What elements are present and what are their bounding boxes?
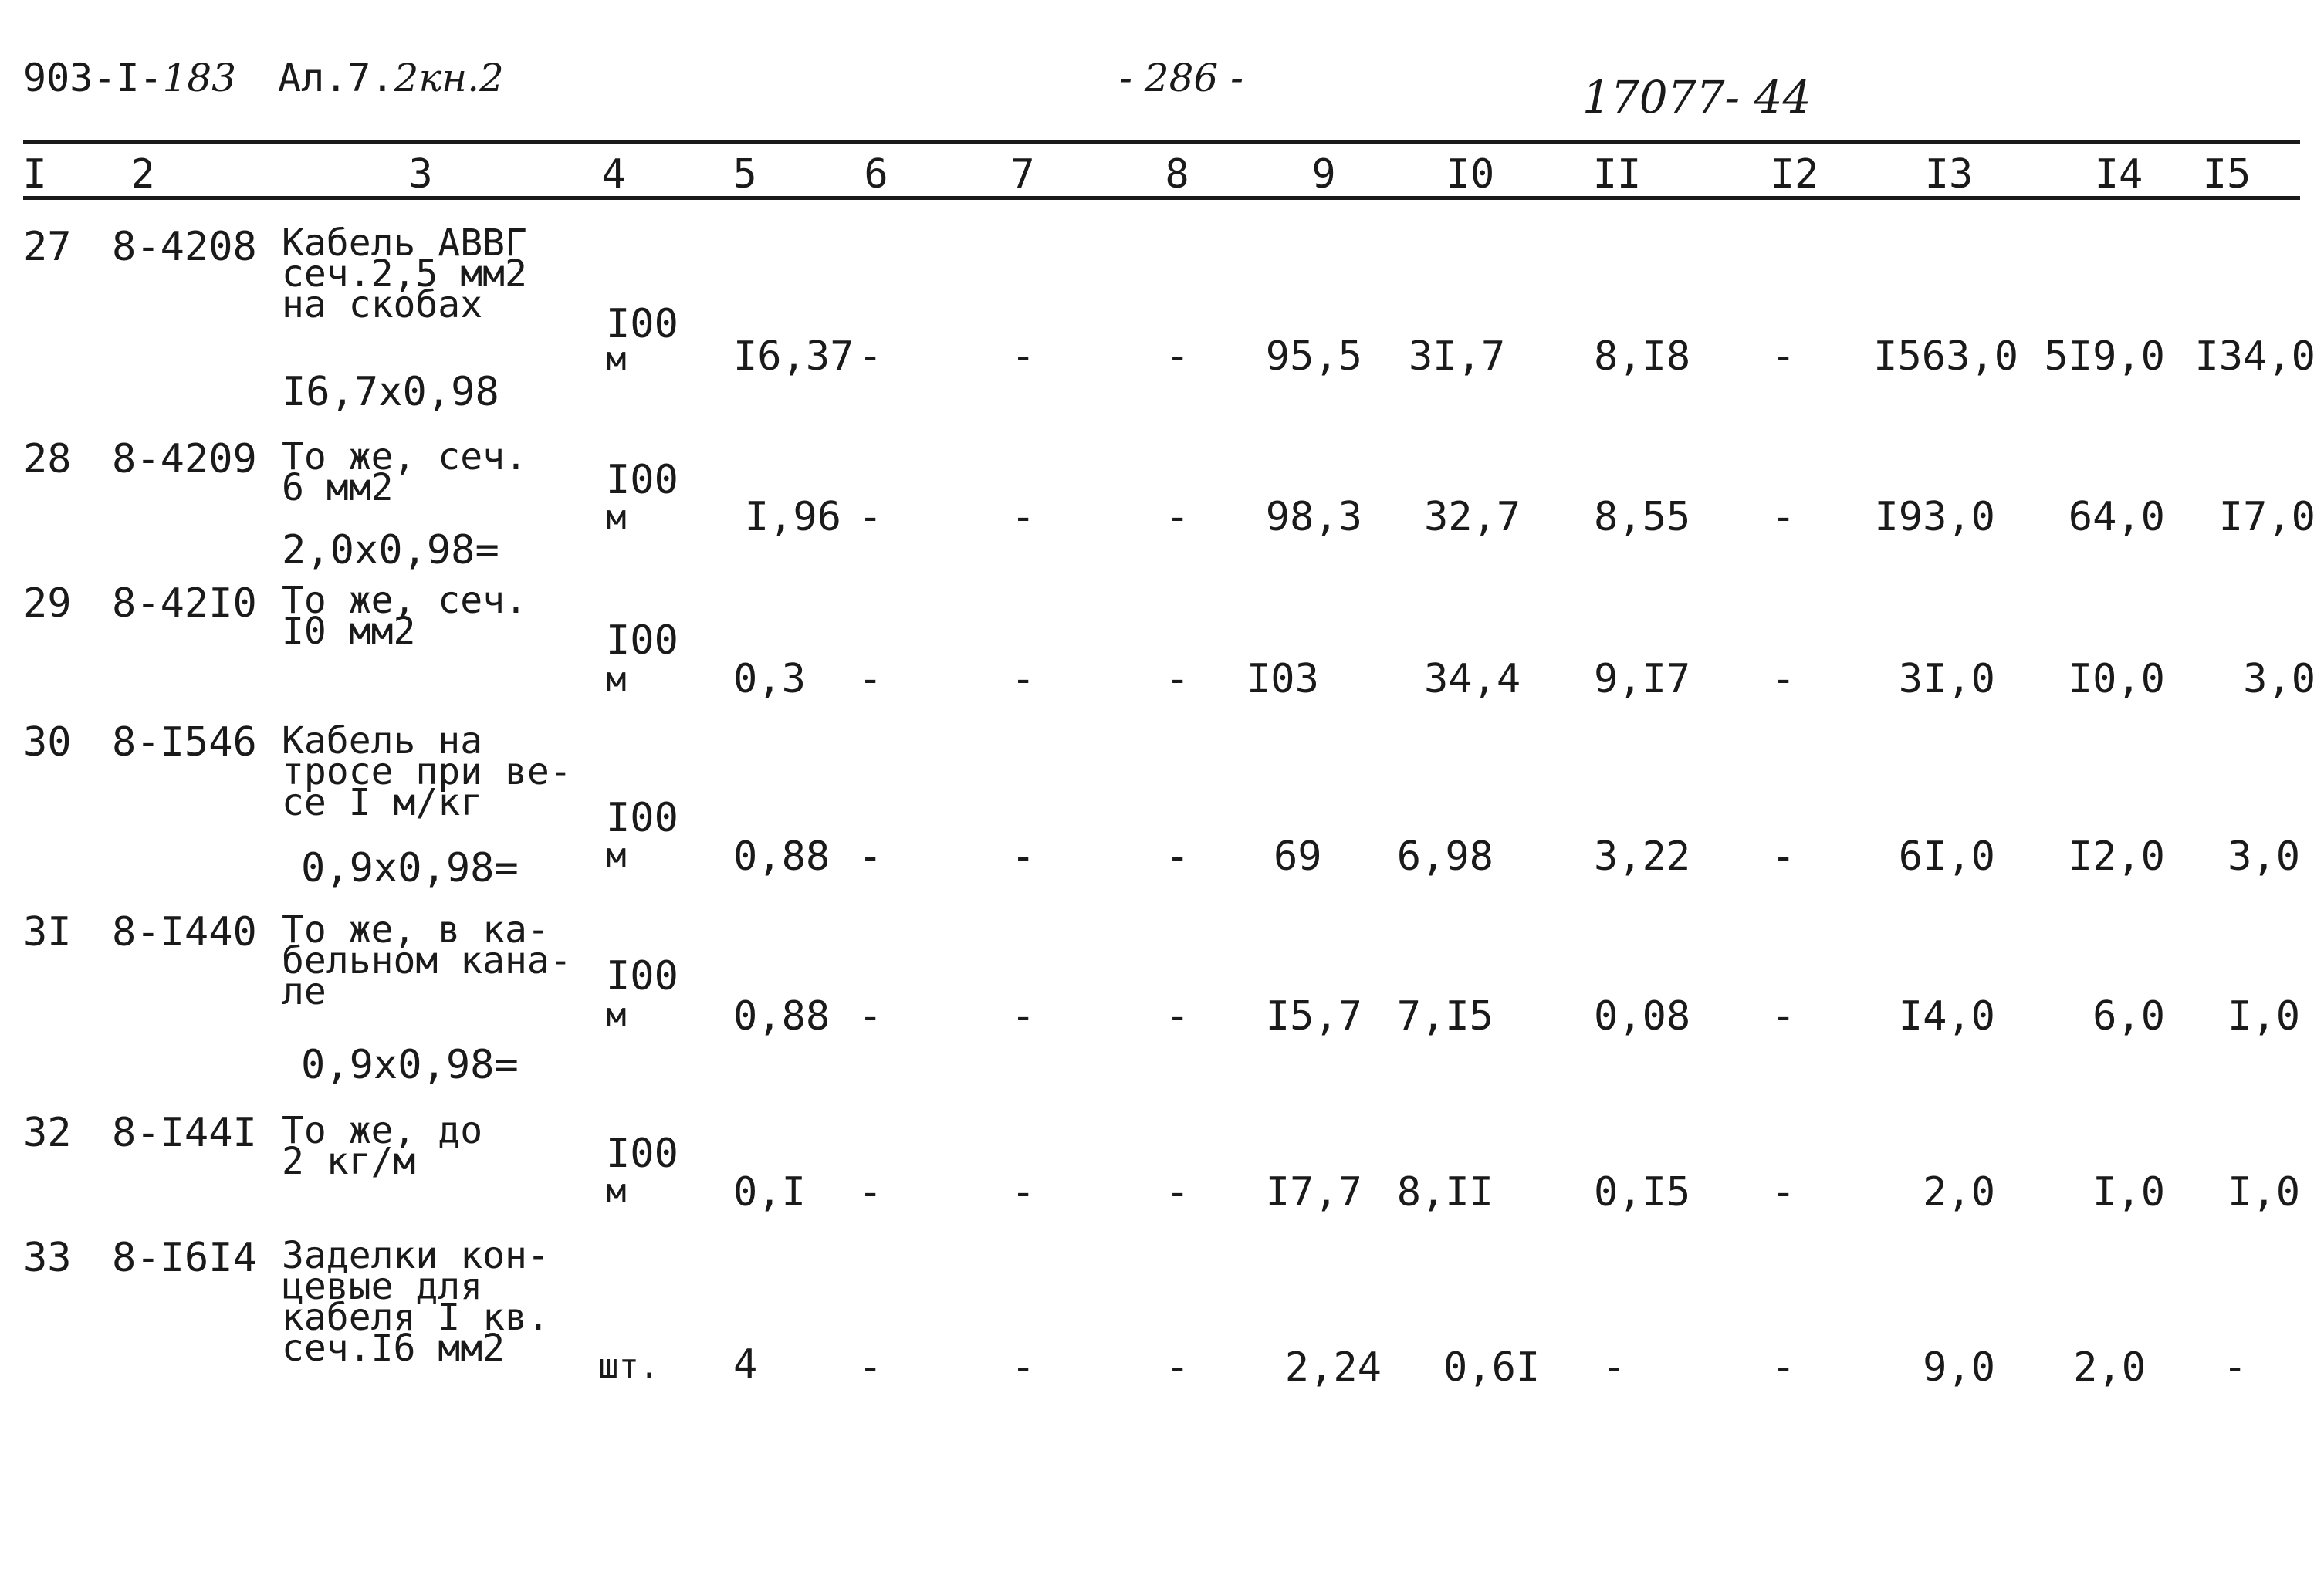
cell-c14: I,0 — [2092, 1169, 2165, 1216]
row-number: 32 — [23, 1110, 72, 1156]
unit-measure: м — [606, 1172, 627, 1211]
doc-code-handwritten: 183 — [162, 56, 237, 100]
cell-c7: - — [1011, 494, 1036, 540]
cell-c15: I,0 — [2228, 993, 2300, 1040]
row-number: 27 — [23, 224, 72, 270]
price-code: 8-42I0 — [112, 580, 257, 627]
album-typed: Ал.7. — [278, 56, 394, 100]
item-description: То же, в ка- бельном кана- ле — [282, 908, 572, 1013]
unit-quantity: I00 — [606, 953, 678, 999]
row-number: 29 — [23, 580, 72, 627]
cell-c7: - — [1011, 333, 1036, 380]
album-ref — [278, 56, 504, 100]
cell-c13: 6I,0 — [1898, 834, 1995, 880]
cell-c12: - — [1771, 993, 1796, 1040]
unit-quantity: I00 — [606, 457, 678, 503]
cell-c9: I5,7 — [1265, 993, 1362, 1040]
cell-c11: 8,I8 — [1594, 333, 1691, 380]
cell-c10: 32,7 — [1424, 494, 1521, 540]
cell-c6: - — [858, 834, 883, 880]
col-15: I5 — [2202, 151, 2251, 198]
item-description: Кабель АВВГ сеч.2,5 мм2 на скобах — [282, 221, 527, 326]
cell-c8: - — [1165, 1344, 1190, 1391]
price-code: 8-I546 — [112, 719, 257, 766]
cell-c10: 6,98 — [1396, 834, 1494, 880]
unit-quantity: I00 — [606, 301, 678, 347]
item-description: То же, сеч. I0 мм2 — [282, 579, 527, 653]
cell-c14: 6,0 — [2092, 993, 2165, 1040]
unit-measure: м — [606, 996, 627, 1035]
row-number: 30 — [23, 719, 72, 766]
unit-quantity: I00 — [606, 617, 678, 664]
cell-c13: 2,0 — [1923, 1169, 1995, 1216]
cell-c13: 3I,0 — [1898, 656, 1995, 702]
cell-c14: 5I9,0 — [2044, 333, 2165, 380]
col-14: I4 — [2094, 151, 2143, 198]
cell-c12: - — [1771, 333, 1796, 380]
col-4: 4 — [601, 151, 626, 198]
cell-c6: - — [858, 993, 883, 1040]
cell-c11: 8,55 — [1594, 494, 1691, 540]
col-1: I — [22, 151, 47, 198]
cell-c12: - — [1771, 656, 1796, 702]
item-description: Кабель на тросе при ве- се I м/кг — [282, 719, 572, 824]
col-6: 6 — [864, 151, 888, 198]
quantity-calc: 0,9x0,98= — [301, 1042, 519, 1088]
cell-c14: I2,0 — [2068, 834, 2165, 880]
cell-c13: I93,0 — [1874, 494, 1995, 540]
cell-c8: - — [1165, 1169, 1190, 1216]
cell-c5: 0,88 — [733, 834, 830, 880]
cell-c5: I6,37 — [733, 333, 854, 380]
cell-c7: - — [1011, 1169, 1036, 1216]
cell-c11: 0,I5 — [1594, 1169, 1691, 1216]
cell-c6: - — [858, 333, 883, 380]
cell-c5: 0,88 — [733, 993, 830, 1040]
cell-c15: I34,0 — [2194, 333, 2316, 380]
cell-c14: 64,0 — [2068, 494, 2165, 540]
cell-c13: 9,0 — [1923, 1344, 1995, 1391]
top-rule — [23, 140, 2300, 144]
unit-measure: м — [606, 498, 627, 537]
cell-c8: - — [1165, 494, 1190, 540]
cell-c10: 34,4 — [1424, 656, 1521, 702]
cell-c7: - — [1011, 993, 1036, 1040]
cell-c11: 0,08 — [1594, 993, 1691, 1040]
doc-code-typed: 903-I- — [23, 56, 163, 100]
cell-c15: I,0 — [2228, 1169, 2300, 1216]
col-3: 3 — [408, 151, 433, 198]
cell-c10: 0,6I — [1443, 1344, 1541, 1391]
cell-c13: I563,0 — [1873, 333, 2018, 380]
price-code: 8-4209 — [112, 436, 257, 482]
unit-measure: м — [606, 660, 627, 699]
cell-c15: 3,0 — [2228, 834, 2300, 880]
cell-c5: 0,I — [733, 1169, 806, 1216]
cell-c15: 3,0 — [2243, 656, 2316, 702]
cell-c9: 2,24 — [1284, 1344, 1382, 1391]
cell-c9: I7,7 — [1265, 1169, 1362, 1216]
album-handwritten: 2кн.2 — [394, 56, 504, 100]
cell-c15: - — [2223, 1344, 2248, 1391]
row-number: 28 — [23, 436, 72, 482]
row-number: 3I — [23, 909, 72, 955]
cell-c12: - — [1771, 1344, 1796, 1391]
cell-c9: 98,3 — [1265, 494, 1362, 540]
unit-quantity: I00 — [606, 1131, 678, 1177]
price-code: 8-I6I4 — [112, 1235, 257, 1281]
cell-c7: - — [1011, 834, 1036, 880]
cell-c10: 3I,7 — [1409, 333, 1506, 380]
cell-c9: 95,5 — [1265, 333, 1362, 380]
price-code: 8-I440 — [112, 909, 257, 955]
col-10: I0 — [1446, 151, 1495, 198]
cell-c14: 2,0 — [2073, 1344, 2146, 1391]
cell-c6: - — [858, 494, 883, 540]
cell-c12: - — [1771, 834, 1796, 880]
cell-c10: 8,II — [1396, 1169, 1494, 1216]
cell-c13: I4,0 — [1898, 993, 1995, 1040]
page-number: - 286 - — [1119, 56, 1244, 100]
col-11: II — [1592, 151, 1642, 198]
col-5: 5 — [732, 151, 757, 198]
unit-quantity: I00 — [606, 795, 678, 841]
cell-c11: 3,22 — [1594, 834, 1691, 880]
price-code: 8-I44I — [112, 1110, 257, 1156]
cell-c8: - — [1165, 656, 1190, 702]
cell-c6: - — [858, 656, 883, 702]
cell-c5: 0,3 — [733, 656, 806, 702]
item-description: То же, до 2 кг/м — [282, 1109, 483, 1183]
col-9: 9 — [1311, 151, 1336, 198]
cell-c5: I,96 — [744, 494, 841, 540]
cell-c10: 7,I5 — [1396, 993, 1494, 1040]
cell-c14: I0,0 — [2068, 656, 2165, 702]
col-8: 8 — [1165, 151, 1189, 198]
cell-c6: - — [858, 1344, 883, 1391]
cell-c7: - — [1011, 656, 1036, 702]
price-code: 8-4208 — [112, 224, 257, 270]
cell-c12: - — [1771, 494, 1796, 540]
quantity-calc: 2,0x0,98= — [282, 527, 499, 573]
cell-c7: - — [1011, 1344, 1036, 1391]
doc-code — [23, 56, 236, 100]
cell-c6: - — [858, 1169, 883, 1216]
inventory-number: 17077- 44 — [1582, 71, 1812, 123]
item-description: Заделки кон- цевые для кабеля I кв. сеч.I6 мм2 — [282, 1234, 550, 1370]
cell-c12: - — [1771, 1169, 1796, 1216]
row-number: 33 — [23, 1235, 72, 1281]
cell-c9: 69 — [1274, 834, 1322, 880]
cell-c8: - — [1165, 993, 1190, 1040]
quantity-calc: I6,7x0,98 — [282, 369, 499, 415]
cell-c11: - — [1602, 1344, 1626, 1391]
col-13: I3 — [1924, 151, 1974, 198]
col-7: 7 — [1010, 151, 1035, 198]
cell-c15: I7,0 — [2218, 494, 2316, 540]
cell-c5: 4 — [733, 1341, 758, 1388]
cell-c8: - — [1165, 834, 1190, 880]
unit-measure: м — [606, 836, 627, 875]
cell-c8: - — [1165, 333, 1190, 380]
col-2: 2 — [130, 151, 155, 198]
cell-c11: 9,I7 — [1594, 656, 1691, 702]
unit-measure: шт. — [598, 1347, 660, 1386]
item-description: То же, сеч. 6 мм2 — [282, 435, 527, 509]
unit-measure: м — [606, 340, 627, 379]
col-12: I2 — [1770, 151, 1819, 198]
quantity-calc: 0,9x0,98= — [301, 845, 519, 891]
cell-c9: I03 — [1247, 656, 1319, 702]
